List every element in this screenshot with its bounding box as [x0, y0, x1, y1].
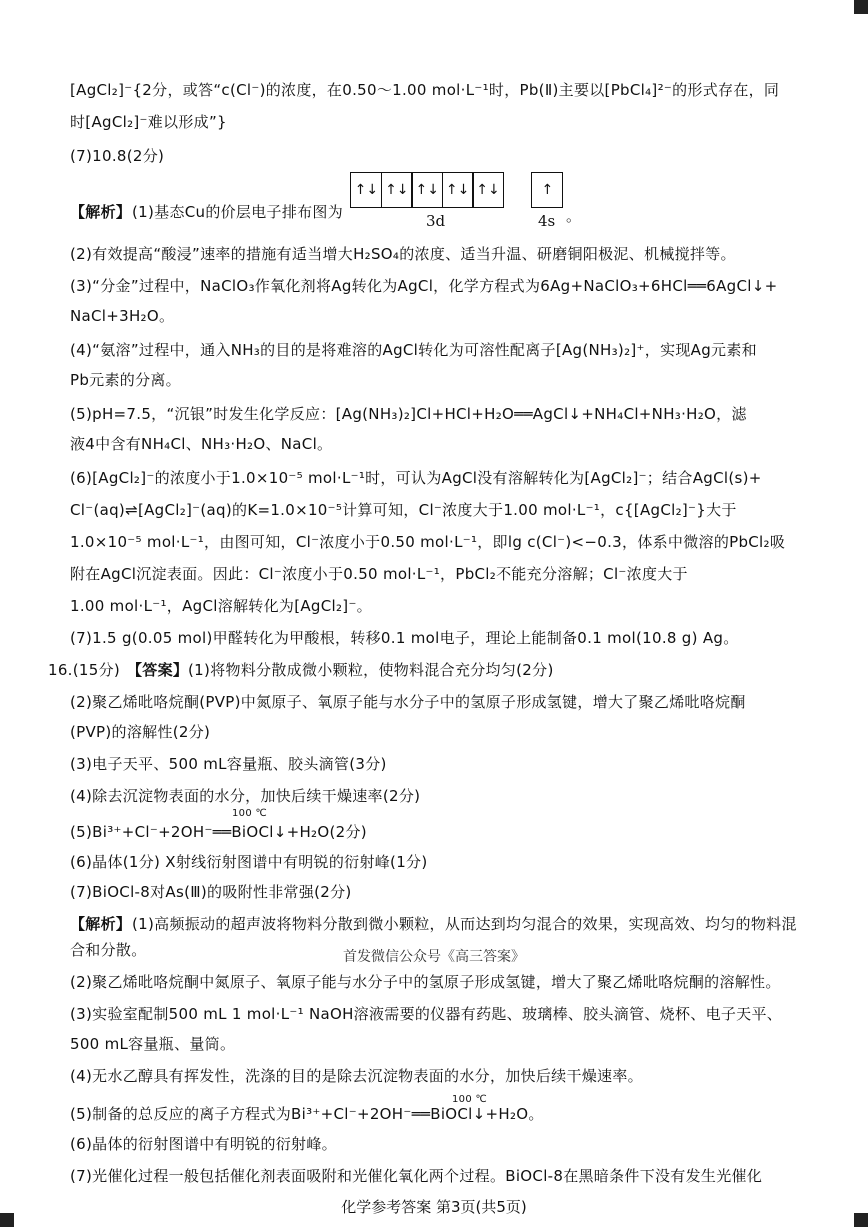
text-line: (5)Bi³⁺+Cl⁻+2OH⁻══BiOCl↓+H₂O(2分) [70, 823, 367, 841]
text-line: 500 mL容量瓶、量筒。 [70, 1035, 236, 1053]
orbital-box: ↑↓ [472, 172, 504, 208]
orbital-3d [352, 172, 504, 208]
corner-mark-icon [834, 0, 868, 26]
text-line: (7)BiOCl-8对As(Ⅲ)的吸附性非常强(2分) [70, 883, 352, 901]
text-line: 液4中含有NH₄Cl、NH₃·H₂O、NaCl。 [70, 435, 333, 453]
text-line: (7)光催化过程一般包括催化剂表面吸附和光催化氧化两个过程。BiOCl-8在黑暗条件下没有发生光催化 [70, 1167, 763, 1185]
text-line: [AgCl₂]⁻{2分，或答“c(Cl⁻)的浓度，在0.50～1.00 mol·L⁻¹时，Pb(Ⅱ)主要以[PbCl₄]²⁻的形式存在，同 [70, 81, 780, 99]
page-footer: 化学参考答案 第3页(共5页) [341, 1198, 527, 1216]
text-line: (3)电子天平、500 mL容量瓶、胶头滴管(3分) [70, 755, 387, 773]
text-line: (4)“氨溶”过程中，通入NH₃的目的是将难溶的AgCl转化为可溶性配离子[Ag(NH₃)₂]⁺，实现Ag元素和 [70, 341, 757, 359]
text-line: Cl⁻(aq)⇌[AgCl₂]⁻(aq)的K=1.0×10⁻⁵计算可知，Cl⁻浓度大于1.00 mol·L⁻¹，c{[AgCl₂]⁻}大于 [70, 501, 737, 519]
text-line: Pb元素的分离。 [70, 371, 181, 389]
text-line: (5)pH=7.5，“沉银”时发生化学反应：[Ag(NH₃)₂]Cl+HCl+H₂O══AgCl↓+NH₄Cl+NH₃·H₂O，滤 [70, 405, 747, 423]
text-line: (2)有效提高“酸浸”速率的措施有适当增大H₂SO₄的浓度、适当升温、研磨铜阳极泥、机械搅拌等。 [70, 245, 736, 263]
corner-mark-icon [0, 1207, 20, 1227]
end-mark: 。 [566, 207, 582, 225]
corner-mark-icon [834, 1201, 868, 1227]
text-line: 附在AgCl沉淀表面。因此：Cl⁻浓度小于0.50 mol·L⁻¹，PbCl₂不能充分溶解；Cl⁻浓度大于 [70, 565, 688, 583]
analysis-marker: 【解析】 [70, 915, 132, 933]
watermark: 首发微信公众号《高三答案》 [343, 949, 525, 965]
text-line: NaCl+3H₂O。 [70, 307, 175, 325]
orbital-box: ↑↓ [350, 172, 382, 208]
orbital-box: ↑ [531, 172, 563, 208]
text-line: (7)10.8(2分) [70, 147, 165, 165]
text-line: (1)将物料分散成微小颗粒，使物料混合充分均匀(2分) [188, 661, 554, 679]
text-line: 1.0×10⁻⁵ mol·L⁻¹，由图可知，Cl⁻浓度小于0.50 mol·L⁻¹，即lg c(Cl⁻)<−0.3，体系中微溶的PbCl₂吸 [70, 533, 786, 551]
orbital-box: ↑↓ [381, 172, 413, 208]
question-number: 16.(15分) [48, 661, 121, 679]
text-line: 时[AgCl₂]⁻难以形成”} [70, 113, 227, 131]
text-line: (4)无水乙醇具有挥发性，洗涤的目的是除去沉淀物表面的水分，加快后续干燥速率。 [70, 1067, 643, 1085]
text-line: (4)除去沉淀物表面的水分，加快后续干燥速率(2分) [70, 787, 421, 805]
reaction-condition: 100 ℃ [452, 1094, 487, 1105]
orbital-box: ↑↓ [442, 172, 474, 208]
text-line: (PVP)的溶解性(2分) [70, 723, 211, 741]
text-line: (6)晶体的衍射图谱中有明锐的衍射峰。 [70, 1135, 337, 1153]
text-line: (1)高频振动的超声波将物料分散到微小颗粒，从而达到均匀混合的效果，实现高效、均匀的物料混 [132, 915, 797, 933]
text-line: 1.00 mol·L⁻¹，AgCl溶解转化为[AgCl₂]⁻。 [70, 597, 372, 615]
orbital-box: ↑↓ [411, 172, 443, 208]
text-line: 合和分散。 [70, 941, 147, 959]
reaction-condition: 100 ℃ [232, 808, 267, 819]
text-line: (3)实验室配制500 mL 1 mol·L⁻¹ NaOH溶液需要的仪器有药匙、玻璃棒、胶头滴管、烧杯、电子天平、 [70, 1005, 783, 1023]
text-line: (5)制备的总反应的离子方程式为Bi³⁺+Cl⁻+2OH⁻══BiOCl↓+H₂O。 [70, 1105, 544, 1123]
orbital-label-4s: 4s [538, 212, 556, 230]
text-line: (2)聚乙烯吡咯烷酮中氮原子、氧原子能与水分子中的氢原子形成氢键，增大了聚乙烯吡咯烷酮的溶解性。 [70, 973, 781, 991]
text-line: (7)1.5 g(0.05 mol)甲醛转化为甲酸根，转移0.1 mol电子，理论上能制备0.1 mol(10.8 g) Ag。 [70, 629, 739, 647]
text-line: (3)“分金”过程中，NaClO₃作氧化剂将Ag转化为AgCl，化学方程式为6Ag+NaClO₃+6HCl══6AgCl↓+ [70, 277, 778, 295]
text-line: (6)晶体(1分) X射线衍射图谱中有明锐的衍射峰(1分) [70, 853, 428, 871]
analysis-marker: 【解析】 [70, 203, 132, 221]
text-line: (6)[AgCl₂]⁻的浓度小于1.0×10⁻⁵ mol·L⁻¹时，可认为AgCl没有溶解转化为[AgCl₂]⁻；结合AgCl(s)+ [70, 469, 762, 487]
text-line: (1)基态Cu的价层电子排布图为 [132, 203, 344, 221]
text-line: (2)聚乙烯吡咯烷酮(PVP)中氮原子、氧原子能与水分子中的氢原子形成氢键，增大了聚乙烯吡咯烷酮 [70, 693, 746, 711]
orbital-label-3d: 3d [426, 212, 446, 230]
orbital-4s [533, 172, 563, 208]
answer-marker: 【答案】 [127, 661, 189, 679]
